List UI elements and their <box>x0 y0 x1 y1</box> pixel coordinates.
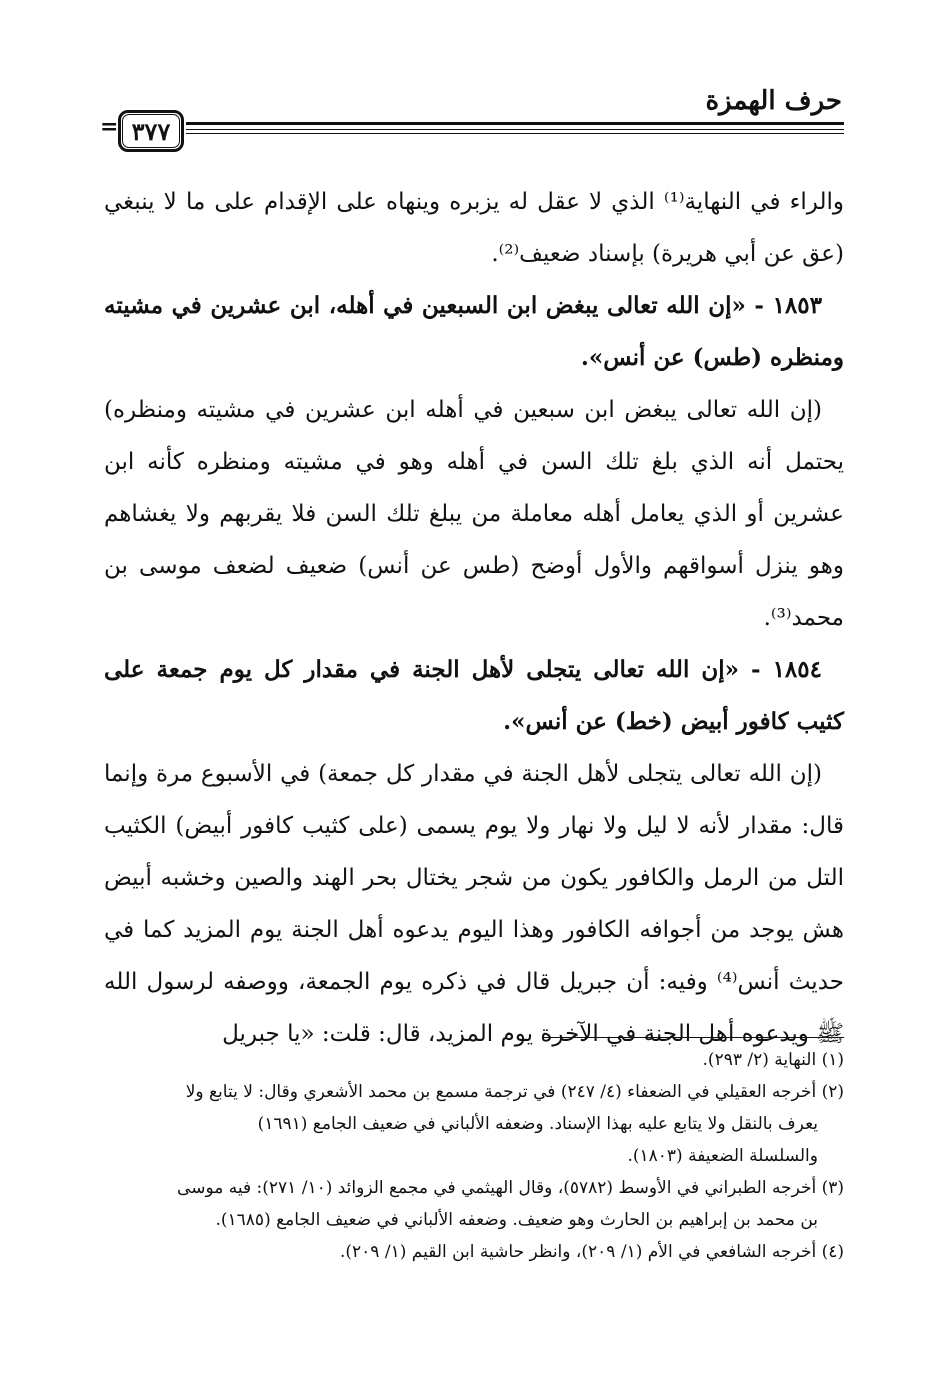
footnote-separator <box>544 1037 844 1038</box>
commentary-1853: (إن الله تعالى يبغض ابن سبعين في أهله ابن عشرين في مشيته ومنظره) يحتمل أنه الذي بلغ تلك السن في أهله وهو في مشيته ومنظره كأنه ابن عشرين أو الذي يعامل أهله معاملة من يبلغ تلك السن فلا يقربهم ولا يغشاهم وهو ينزل أسواقهم والأول أوضح (طس عن أنس) ضعيف لضعف موسى بن محمد⁽³⁾. <box>104 397 844 631</box>
commentary-1854: (إن الله تعالى يتجلى لأهل الجنة في مقدار كل جمعة) في الأسبوع مرة وإنما قال: مقدار لأنه لا ليل ولا نهار ولا يوم يسمى (على كثيب كافور أبيض) الكثيب التل من الرمل والكافور يكون من شجر يختال بحر الهند والصين وخشبه أبيض هش يوجد من أجوافه الكافور وهذا اليوم يدعوه أهل الجنة يوم المزيد كما في حديث أنس⁽⁴⁾ وفيه: أن جبريل قال في ذكره يوم الجمعة، ووصفه لرسول الله ﷺ ويدعوه أهل الجنة في الآخرة يوم المزيد، قال: قلت: «يا جبريل <box>104 761 844 1047</box>
page-number: ٣٧٧ <box>118 110 184 152</box>
rule-end-mark: = <box>100 114 119 140</box>
footnote-1: (١) النهاية (٢/ ٢٩٣). <box>702 1050 844 1070</box>
header-rule-thin <box>186 133 844 134</box>
hadith-1853: ١٨٥٣ - «إن الله تعالى يبغض ابن السبعين في أهله، ابن عشرين في مشيته ومنظره (طس) عن أنس». <box>104 292 844 371</box>
main-text <box>104 176 844 1060</box>
footnote-2-line-3: والسلسلة الضعيفة (١٨٠٣). <box>627 1146 818 1166</box>
footnote-4: (٤) أخرجه الشافعي في الأم (١/ ٢٠٩)، وانظر حاشية ابن القيم (١/ ٢٠٩). <box>340 1242 844 1262</box>
footnote-3-line-2: بن محمد بن إبراهيم بن الحارث وهو ضعيف. وضعفه الألباني في ضعيف الجامع (١٦٨٥). <box>215 1210 818 1230</box>
hadith-1854: ١٨٥٤ - «إن الله تعالى يتجلى لأهل الجنة في مقدار كل يوم جمعة على كثيب كافور أبيض (خط) عن أنس». <box>104 656 844 735</box>
header-rule <box>186 122 844 130</box>
footnote-2-line-2: يعرف بالنقل ولا يتابع عليه بهذا الإسناد. وضعفه الألباني في ضعيف الجامع (١٦٩١) <box>257 1114 818 1134</box>
footnotes <box>104 1044 844 1268</box>
running-title: حرف الهمزة <box>705 86 842 116</box>
footnote-3: (٣) أخرجه الطبراني في الأوسط (٥٧٨٢)، وقال الهيثمي في مجمع الزوائد (١٠/ ٢٧١): فيه موسى <box>177 1178 844 1198</box>
page-number-frame <box>122 114 180 148</box>
footnote-2: (٢) أخرجه العقيلي في الضعفاء (٤/ ٢٤٧) في ترجمة مسمع بن محمد الأشعري وقال: لا يتابع ولا <box>185 1082 844 1102</box>
paragraph-intro: والراء في النهاية⁽¹⁾ الذي لا عقل له يزبره وينهاه على الإقدام على ما لا ينبغي (عق عن أبي هريرة) بإسناد ضعيف⁽²⁾. <box>104 189 844 267</box>
